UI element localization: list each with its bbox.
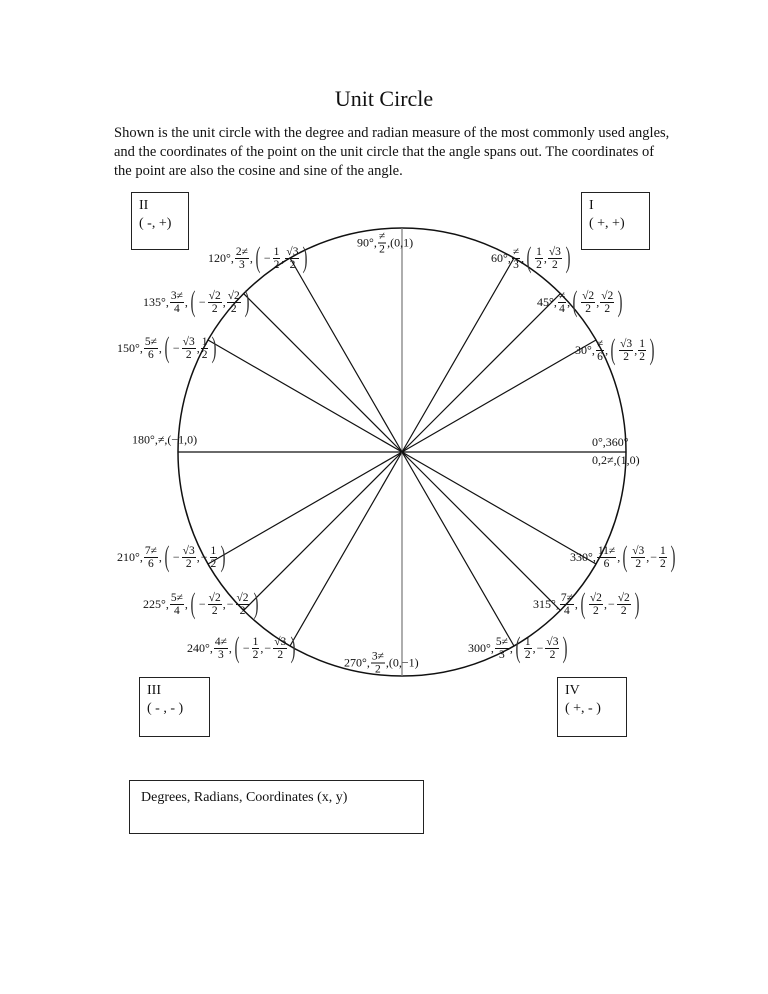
quadrant-box-iv [557, 677, 627, 737]
close-paren: ) [220, 540, 226, 573]
separator: , [184, 294, 188, 309]
numerator: 1 [639, 337, 645, 350]
angle-label-315 [533, 589, 642, 619]
quadrant-numeral: I [589, 198, 594, 213]
close-paren: ) [211, 331, 217, 364]
x-coordinate [182, 545, 196, 570]
denominator: 4 [173, 604, 180, 617]
x-coordinate [182, 336, 196, 361]
open-paren: ( [610, 333, 616, 366]
numerator: 7≠ [560, 591, 573, 604]
angle-label-225 [143, 589, 261, 619]
coordinates: (0,−1) [388, 655, 419, 670]
x-coordinate [252, 636, 260, 661]
numerator: √3 [182, 544, 195, 557]
numerator: √2 [236, 591, 249, 604]
angle-label-0 [592, 433, 640, 469]
radian-measure [144, 336, 158, 361]
separator: , [490, 640, 494, 655]
numerator: 1 [660, 544, 666, 557]
close-paren: ) [562, 631, 568, 664]
degree-measure: 300° [468, 640, 491, 655]
sign: − [198, 294, 206, 309]
quadrant-box-iii [139, 677, 210, 737]
angle-label-240 [187, 633, 298, 663]
numerator: ≠ [558, 289, 566, 302]
coordinates [513, 633, 571, 663]
radius-line-315 [402, 452, 560, 610]
degree-measure: 210° [117, 549, 140, 564]
denominator: 4 [563, 604, 570, 617]
denominator: 3 [513, 258, 519, 271]
numerator: 3≠ [170, 289, 183, 302]
denominator: 2 [379, 243, 385, 256]
denominator: 2 [273, 258, 280, 271]
separator: , [165, 596, 169, 611]
numerator: √3 [286, 245, 299, 258]
separator: , [509, 640, 513, 655]
radius-line-30 [402, 340, 596, 452]
angle-label-90 [357, 231, 413, 256]
x-coordinate [631, 545, 645, 570]
numerator: √2 [589, 591, 602, 604]
numerator: ≠ [378, 230, 386, 243]
angle-label-120 [208, 243, 310, 273]
radius-line-135 [244, 294, 402, 452]
denominator: 2 [549, 648, 556, 661]
denominator: 2 [552, 258, 558, 271]
legend-box [129, 780, 424, 834]
x-coordinate [581, 290, 595, 315]
denominator: 2 [585, 302, 592, 315]
coordinates [578, 589, 642, 619]
angle-label-210 [117, 542, 228, 572]
y-coordinate [227, 290, 241, 315]
sign: − [172, 340, 180, 355]
degree-measure: 315° [533, 596, 556, 611]
x-coordinate [589, 592, 603, 617]
separator: , [230, 250, 234, 265]
denominator: 6 [147, 557, 154, 570]
numerator: 1 [536, 245, 542, 258]
denominator: 2 [623, 350, 630, 363]
separator: , [154, 432, 158, 447]
denominator: 2 [289, 258, 296, 271]
numerator: √2 [582, 289, 595, 302]
denominator: 2 [524, 648, 531, 661]
open-paren: ( [190, 587, 196, 620]
x-coordinate [208, 592, 222, 617]
denominator: 2 [211, 604, 218, 617]
coordinates [253, 243, 311, 273]
denominator: 2 [660, 557, 666, 570]
radius-line-60 [402, 258, 514, 452]
sign: − [242, 640, 250, 655]
degree-measure: 330° [570, 549, 593, 564]
y-coordinate [600, 290, 614, 315]
radius-line-210 [208, 452, 402, 564]
quadrant-box-i [581, 192, 650, 250]
coordinates [570, 287, 625, 317]
radius-line-300 [402, 452, 514, 646]
denominator: 3 [238, 258, 245, 271]
degree-measure: 45° [537, 294, 554, 309]
numerator: √3 [632, 544, 645, 557]
denominator: 2 [604, 302, 611, 315]
x-coordinate [619, 338, 633, 363]
degree-measure: 90° [357, 235, 374, 250]
angle-label-30 [575, 335, 657, 365]
numerator: √3 [620, 337, 633, 350]
open-paren: ( [164, 331, 170, 364]
numerator: ≠ [596, 337, 604, 350]
sign: − [226, 596, 234, 611]
separator: , [387, 235, 391, 250]
coordinates [232, 633, 298, 663]
separator: , [543, 250, 547, 265]
y-coordinate [273, 636, 287, 661]
separator: , [158, 340, 162, 355]
open-paren: ( [622, 540, 628, 573]
denominator: 4 [559, 302, 565, 315]
numerator: √2 [601, 289, 614, 302]
angle-label-180 [132, 433, 197, 448]
separator: , [228, 640, 232, 655]
separator: , [385, 655, 389, 670]
denominator: 2 [239, 604, 246, 617]
radian-measure [170, 592, 184, 617]
radian-measure [558, 290, 566, 315]
degree-measure: 135° [143, 294, 166, 309]
separator: , [260, 640, 264, 655]
separator: , [196, 340, 200, 355]
separator: , [366, 655, 370, 670]
separator: , [553, 294, 557, 309]
coordinates [608, 335, 657, 365]
degree-measure: 240° [187, 640, 210, 655]
sign: − [200, 549, 208, 564]
angle-label-150 [117, 333, 219, 363]
separator: , [591, 342, 595, 357]
coordinates [162, 542, 228, 572]
separator: , [603, 596, 607, 611]
separator: , [555, 596, 559, 611]
sign: − [264, 640, 272, 655]
degree-measure: 60° [491, 250, 508, 265]
separator: , [164, 432, 168, 447]
numerator: 1 [252, 635, 259, 648]
open-paren: ( [164, 540, 170, 573]
separator: , [507, 250, 511, 265]
numerator: 4≠ [214, 635, 227, 648]
sign: − [263, 250, 271, 265]
open-paren: ( [526, 241, 532, 274]
numerator: 3≠ [371, 650, 384, 663]
separator: , [605, 342, 609, 357]
angle-label-135 [143, 287, 252, 317]
y-coordinate [617, 592, 631, 617]
denominator: 2 [593, 604, 599, 617]
quadrant-box-ii [131, 192, 189, 250]
angle-label-330 [570, 542, 678, 572]
numerator: 11≠ [597, 544, 616, 557]
separator: , [373, 235, 377, 250]
close-paren: ) [244, 285, 250, 318]
close-paren: ) [670, 540, 676, 573]
denominator: 6 [603, 557, 610, 570]
radian-measure [144, 545, 158, 570]
separator: , [158, 549, 162, 564]
denominator: 2 [536, 258, 542, 271]
y-coordinate [545, 636, 559, 661]
denominator: 2 [252, 648, 259, 661]
quadrant-signs: ( +, +) [589, 216, 625, 231]
close-paren: ) [565, 241, 571, 274]
denominator: 2 [185, 348, 192, 361]
radian-measure [214, 636, 228, 661]
sign: − [172, 549, 180, 564]
denominator: 2 [620, 604, 627, 617]
open-paren: ( [580, 587, 586, 620]
numerator: 5≠ [495, 635, 508, 648]
legend-text: Degrees, Radians, Coordinates (x, y) [141, 790, 348, 805]
separator: , [567, 294, 571, 309]
label-line: 0,2≠,(1,0) [592, 453, 640, 467]
denominator: 6 [147, 348, 154, 361]
open-paren: ( [572, 285, 578, 318]
denominator: 2 [201, 348, 208, 361]
radius-line-240 [290, 452, 402, 646]
numerator: ≠ [512, 245, 520, 258]
x-coordinate [273, 246, 281, 271]
denominator: 2 [185, 557, 192, 570]
denominator: 2 [277, 648, 284, 661]
separator: , [184, 596, 188, 611]
numerator: √3 [548, 245, 561, 258]
quadrant-numeral: II [139, 198, 149, 213]
separator: , [222, 596, 226, 611]
open-paren: ( [515, 631, 521, 664]
degree-measure: 30° [575, 342, 592, 357]
degree-measure: 120° [208, 250, 231, 265]
radian-measure [371, 651, 385, 676]
x-coordinate [208, 290, 222, 315]
coordinates [524, 243, 573, 273]
radius-line-330 [402, 452, 596, 564]
separator: , [521, 250, 525, 265]
denominator: 2 [230, 302, 237, 315]
degree-measure: 270° [344, 655, 367, 670]
y-coordinate [201, 336, 209, 361]
coordinates [162, 333, 220, 363]
numerator: √2 [617, 591, 630, 604]
denominator: 4 [173, 302, 180, 315]
radian-measure [378, 231, 386, 256]
denominator: 6 [597, 350, 603, 363]
numerator: √3 [546, 635, 559, 648]
sign: − [198, 596, 206, 611]
numerator: 1 [524, 635, 531, 648]
separator: , [532, 640, 536, 655]
separator: , [596, 294, 600, 309]
numerator: √2 [208, 591, 221, 604]
denominator: 2 [635, 557, 642, 570]
radian-measure [596, 338, 604, 363]
close-paren: ) [617, 285, 623, 318]
degree-measure: 225° [143, 596, 166, 611]
numerator: 5≠ [170, 591, 183, 604]
close-paren: ) [302, 241, 308, 274]
quadrant-numeral: IV [565, 683, 580, 698]
coordinates: (−1,0) [167, 432, 198, 447]
separator: , [634, 342, 638, 357]
radius-line-45 [402, 294, 560, 452]
close-paren: ) [253, 587, 259, 620]
separator: , [281, 250, 285, 265]
quadrant-numeral: III [147, 683, 161, 698]
angle-label-45 [537, 287, 625, 317]
radius-line-225 [244, 452, 402, 610]
radian-measure: ≠ [157, 432, 165, 447]
separator: , [139, 340, 143, 355]
open-paren: ( [255, 241, 261, 274]
quadrant-signs: ( +, - ) [565, 701, 601, 716]
denominator: 3 [217, 648, 224, 661]
open-paren: ( [234, 631, 240, 664]
separator: , [139, 549, 143, 564]
y-coordinate [638, 338, 646, 363]
degree-measure: 150° [117, 340, 140, 355]
denominator: 2 [210, 557, 217, 570]
coordinates [188, 589, 261, 619]
degree-measure: 180° [132, 432, 155, 447]
radian-measure [235, 246, 249, 271]
separator: , [592, 549, 596, 564]
radian-measure [495, 636, 509, 661]
y-coordinate [236, 592, 250, 617]
coordinates [620, 542, 678, 572]
x-coordinate [535, 246, 543, 271]
sign: − [536, 640, 544, 655]
close-paren: ) [649, 333, 655, 366]
radian-measure [512, 246, 520, 271]
denominator: 2 [211, 302, 218, 315]
y-coordinate [210, 545, 218, 570]
separator: , [222, 294, 226, 309]
angle-label-60 [491, 243, 573, 273]
label-line: 0°,360° [592, 435, 629, 449]
separator: , [249, 250, 253, 265]
sign: − [650, 549, 658, 564]
radian-measure [560, 592, 574, 617]
open-paren: ( [190, 285, 196, 318]
numerator: √2 [227, 289, 240, 302]
close-paren: ) [290, 631, 296, 664]
numerator: √2 [208, 289, 221, 302]
denominator: 2 [374, 663, 381, 676]
numerator: √3 [182, 335, 195, 348]
y-coordinate [659, 545, 667, 570]
radian-measure [597, 545, 616, 570]
numerator: 5≠ [144, 335, 157, 348]
angle-label-270 [344, 651, 419, 676]
y-coordinate [285, 246, 299, 271]
sign: − [607, 596, 615, 611]
radius-line-150 [208, 340, 402, 452]
numerator: 1 [201, 335, 208, 348]
denominator: 2 [639, 350, 645, 363]
y-coordinate [548, 246, 562, 271]
denominator: 3 [498, 648, 505, 661]
separator: , [574, 596, 578, 611]
close-paren: ) [634, 587, 640, 620]
page-title: Unit Circle [334, 86, 434, 111]
separator: , [209, 640, 213, 655]
x-coordinate [524, 636, 532, 661]
quadrant-signs: ( - , - ) [147, 701, 184, 716]
numerator: √3 [274, 635, 287, 648]
numerator: 1 [273, 245, 280, 258]
coordinates [188, 287, 252, 317]
numerator: 7≠ [144, 544, 157, 557]
separator: , [196, 549, 200, 564]
radian-measure [170, 290, 184, 315]
separator: , [165, 294, 169, 309]
numerator: 1 [210, 544, 217, 557]
numerator: 2≠ [235, 245, 248, 258]
separator: , [646, 549, 650, 564]
separator: , [617, 549, 621, 564]
radius-line-120 [290, 258, 402, 452]
quadrant-signs: ( -, +) [139, 216, 172, 231]
coordinates: (0,1) [390, 235, 414, 250]
angle-label-300 [468, 633, 570, 663]
intro-paragraph: Shown is the unit circle with the degree and radian measure of the most commonly used angles, and the coordinates of the point on the unit circle that the angle spans out. The coordinates of the point are also the cosine and sine of the angle. [114, 125, 670, 179]
